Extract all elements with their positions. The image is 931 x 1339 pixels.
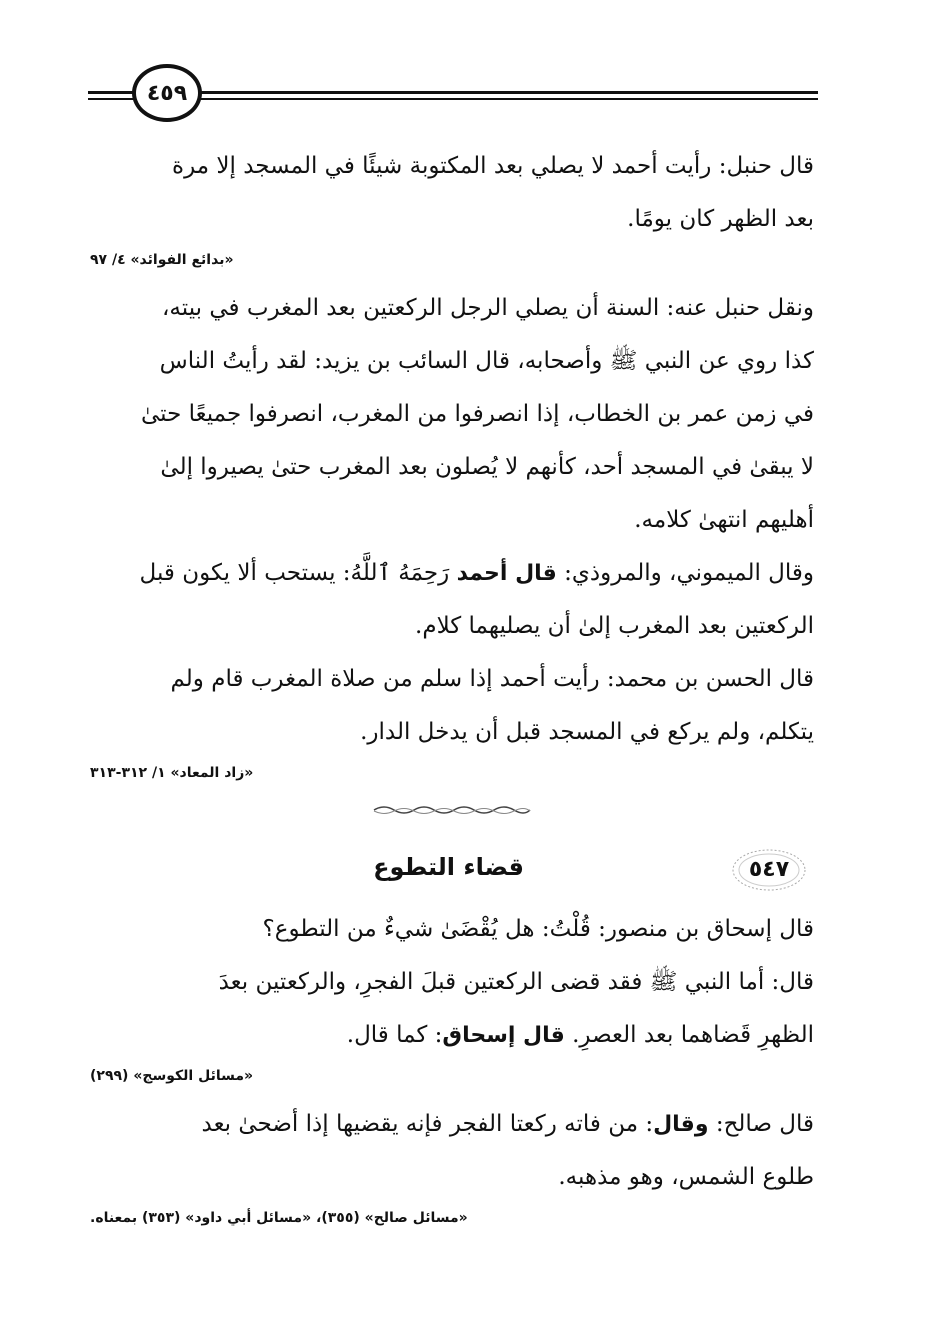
paragraph: [90, 956, 814, 1062]
section-number: ٥٤٧: [748, 857, 790, 882]
text-line: قال: أما النبي ﷺ فقد قضى الركعتين قبلَ الفجرِ، والركعتين بعدَ: [218, 969, 814, 995]
text-line: لا يبقىٰ في المسجد أحد، كأنهم لا يُصلون بعد المغرب حتىٰ يصيروا إلىٰ: [160, 454, 814, 480]
section-number-badge: [730, 847, 808, 893]
page-number: ٤٥٩: [146, 80, 188, 106]
text-line: الركعتين بعد المغرب إلىٰ أن يصليهما كلام.: [415, 613, 814, 639]
text-line: [90, 547, 814, 600]
paragraph: [90, 140, 814, 246]
paragraph: [90, 282, 814, 547]
text-line: قال إسحاق بن منصور: قُلْتُ: هل يُقْضَىٰ شيءٌ من التطوع؟: [262, 916, 814, 942]
text-run: وقال الميموني، والمروذي:: [556, 560, 814, 586]
text-line: أهليهم انتهىٰ كلامه.: [634, 507, 814, 533]
text-run: : كما قال.: [346, 1022, 443, 1048]
page-number-badge: [132, 64, 202, 122]
ornament-divider: [90, 803, 814, 821]
source-citation: «زاد المعاد» ١/ ٣١٢-٣١٣: [90, 765, 254, 781]
text-run: : من فاته ركعتا الفجر فإنه يقضيها إذا أضحىٰ بعد: [201, 1111, 654, 1137]
text-line: ونقل حنبل عنه: السنة أن يصلي الرجل الركعتين بعد المغرب في بيته،: [162, 295, 814, 321]
text-line: طلوع الشمس، وهو مذهبه.: [558, 1164, 814, 1190]
source-citation: «مسائل صالح» (٣٥٥)، «مسائل أبي داود» (٣٥٣) بمعناه.: [90, 1210, 468, 1226]
paragraph: [90, 903, 814, 956]
bold-phrase: قال أحمد: [456, 561, 557, 586]
paragraph: [90, 1098, 814, 1204]
source-citation: «مسائل الكوسج» (٢٩٩): [90, 1068, 254, 1084]
text-line: قال حنبل: رأيت أحمد لا يصلي بعد المكتوبة شيئًا في المسجد إلا مرة: [172, 153, 814, 179]
bold-phrase: قال إسحاق: [442, 1023, 565, 1048]
text-line: في زمن عمر بن الخطاب، إذا انصرفوا من المغرب، انصرفوا جميعًا حتىٰ: [140, 401, 814, 427]
source-citation: «بدائع الفوائد» ٤/ ٩٧: [90, 252, 234, 268]
page-header: [88, 64, 818, 124]
ornament-icon: [372, 804, 532, 816]
text-line: بعد الظهر كان يومًا.: [627, 206, 814, 232]
text-run: رَحِمَهُ ٱللَّهُ: يستحب ألا يكون قبل: [139, 560, 457, 586]
paragraph: [90, 547, 814, 653]
page-body: [90, 140, 814, 1240]
text-run: قال صالح:: [708, 1111, 814, 1137]
paragraph: [90, 653, 814, 759]
text-line: [90, 1098, 814, 1151]
text-run: الظهرِ قَضاهما بعد العصرِ.: [564, 1022, 814, 1048]
text-line: قال الحسن بن محمد: رأيت أحمد إذا سلم من صلاة المغرب قام ولم: [170, 666, 814, 692]
text-line: [90, 1009, 814, 1062]
text-line: يتكلم، ولم يركع في المسجد قبل أن يدخل الدار.: [360, 719, 814, 745]
bold-phrase: وقال: [653, 1112, 709, 1137]
text-line: كذا روي عن النبي ﷺ وأصحابه، قال السائب بن يزيد: لقد رأيتُ الناس: [159, 348, 814, 374]
section-title: قضاء التطوع: [373, 853, 524, 881]
section-header: [90, 847, 814, 899]
